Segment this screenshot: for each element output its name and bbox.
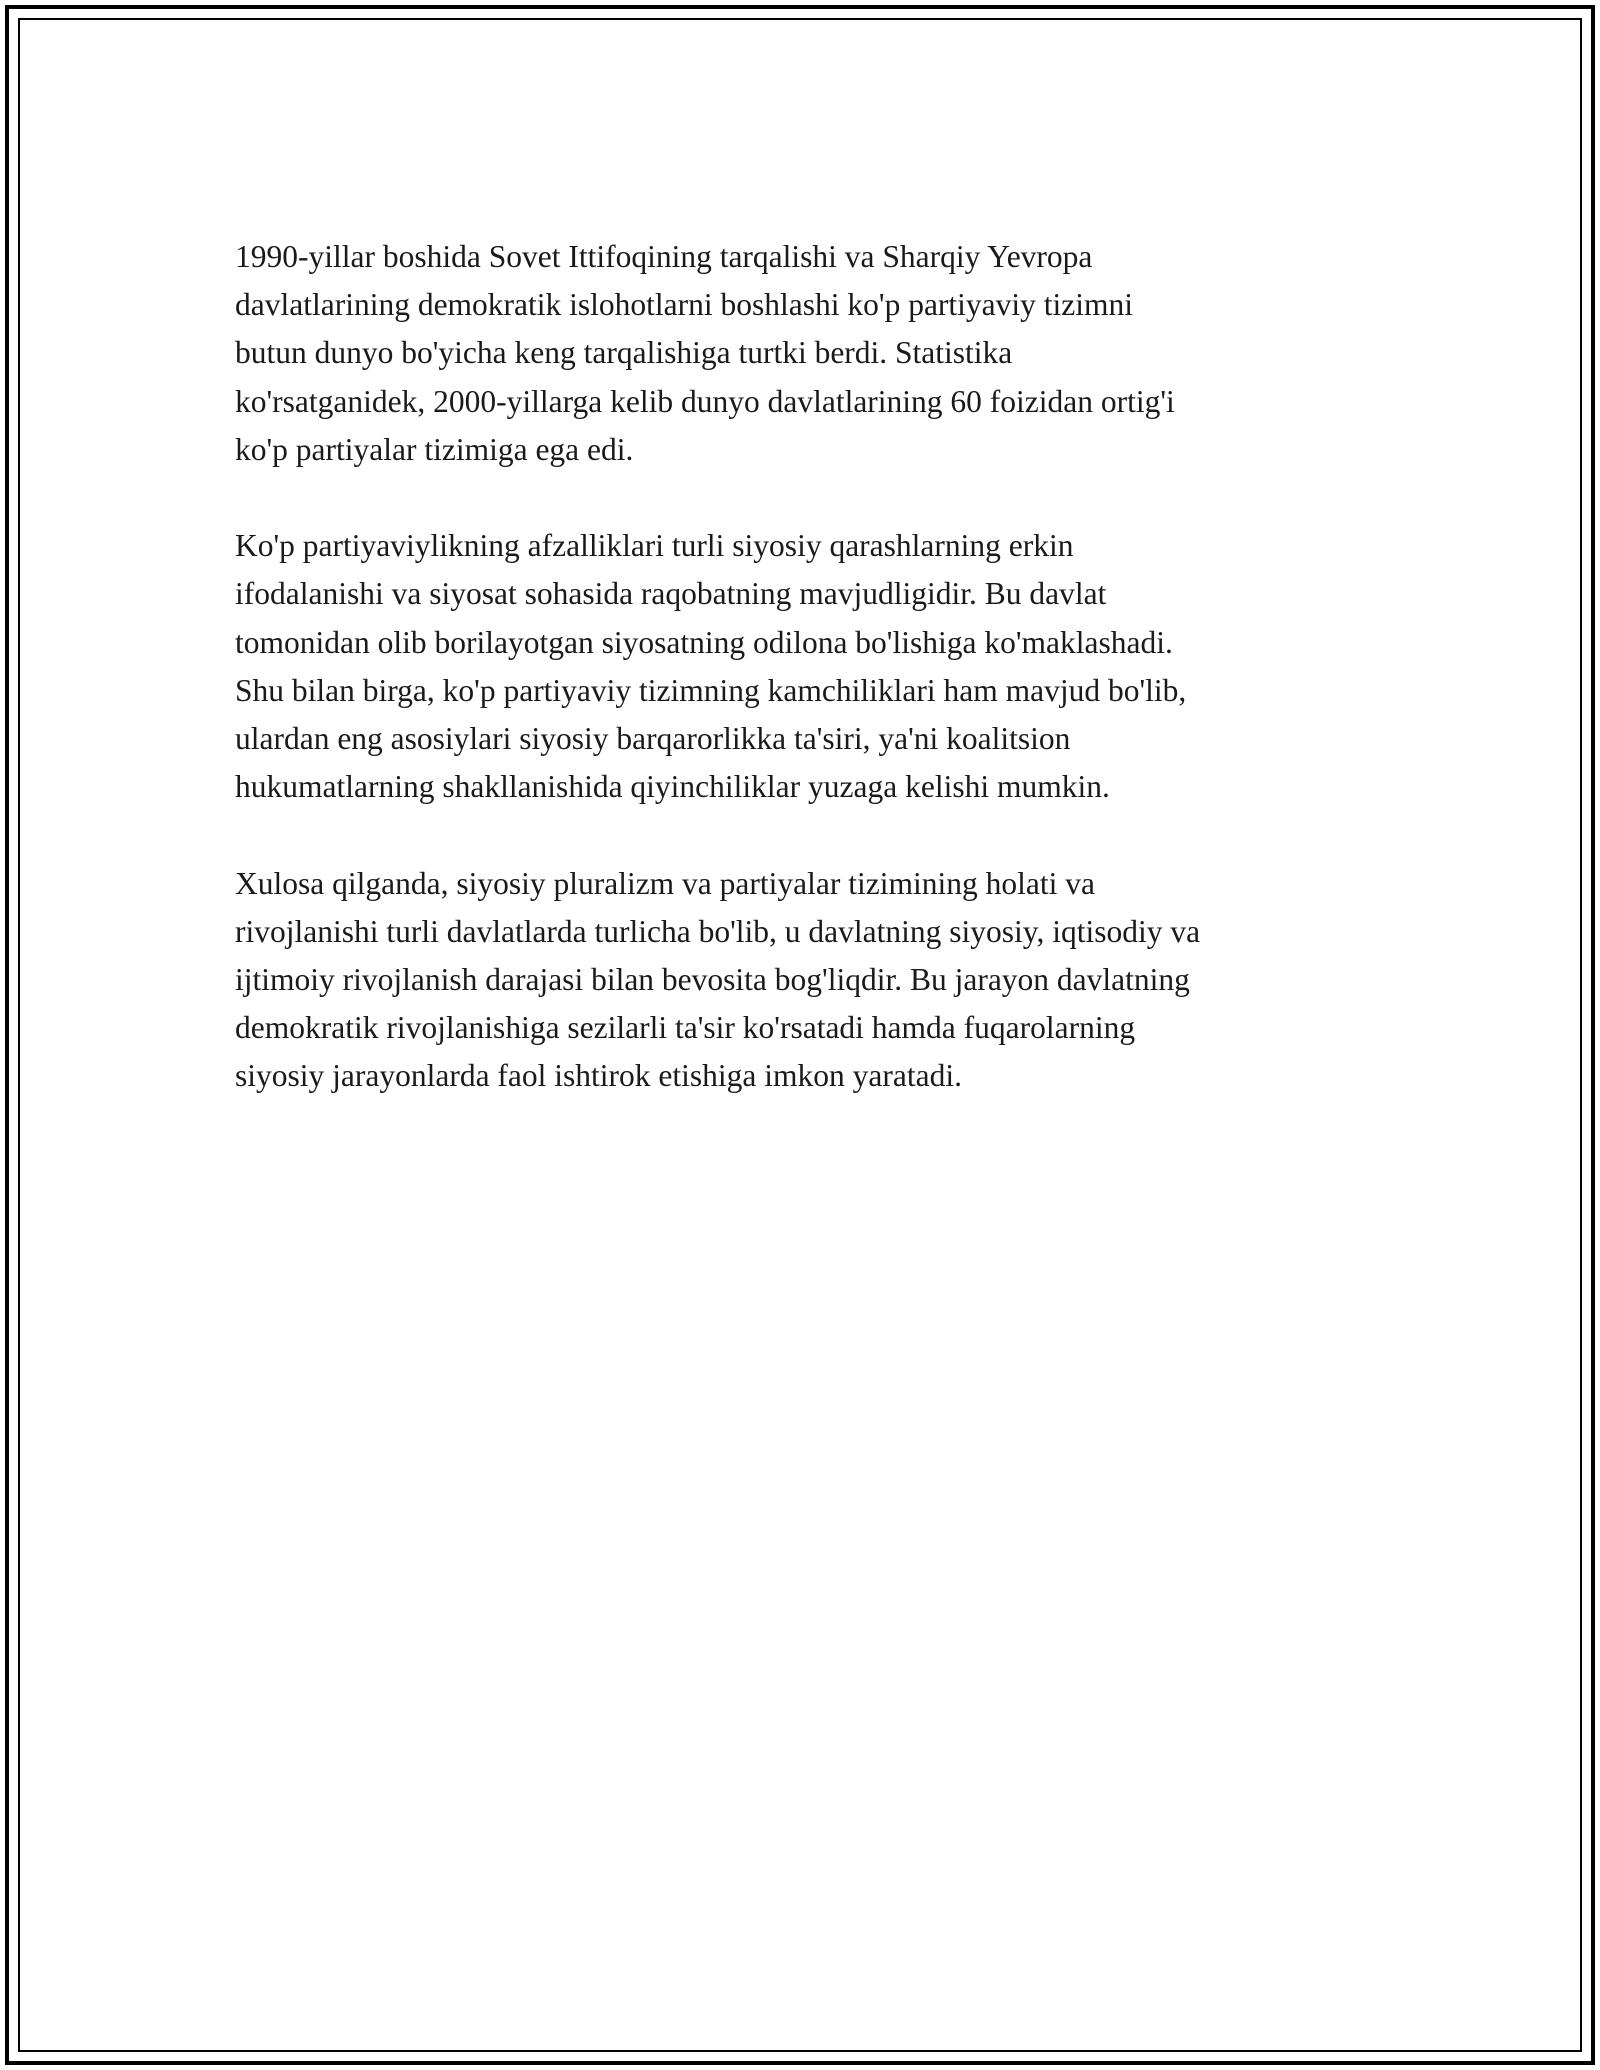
text-line: ijtimoiy rivojlanish darajasi bilan bevosita bog'liqdir. Bu jarayon davlatning [235,962,1190,998]
document-body [235,233,1385,1149]
text-line: tomonidan olib borilayotgan siyosatning odilona bo'lishiga ko'maklashadi. [235,624,1173,660]
text-line: ifodalanishi va siyosat sohasida raqobatning mavjudligidir. Bu davlat [235,576,1107,612]
paragraph-3 [235,860,1385,1101]
text-line: rivojlanishi turli davlatlarda turlicha bo'lib, u davlatning siyosiy, iqtisodiy va [235,913,1201,949]
text-line: Xulosa qilganda, siyosiy pluralizm va partiyalar tizimining holati va [235,865,1095,901]
text-line: siyosiy jarayonlarda faol ishtirok etishiga imkon yaratadi. [235,1058,962,1094]
paragraph-1 [235,233,1385,474]
text-line: Shu bilan birga, ko'p partiyaviy tizimning kamchiliklari ham mavjud bo'lib, [235,672,1187,708]
text-line: hukumatlarning shakllanishida qiyinchiliklar yuzaga kelishi mumkin. [235,769,1110,805]
paragraph-2 [235,522,1385,811]
text-line: ulardan eng asosiylari siyosiy barqarorlikka ta'siri, ya'ni koalitsion [235,721,1071,757]
text-line: davlatlarining demokratik islohotlarni boshlashi ko'p partiyaviy tizimni [235,287,1134,323]
text-line: Ko'p partiyaviylikning afzalliklari turli siyosiy qarashlarning erkin [235,528,1074,564]
text-line: ko'p partiyalar tizimiga ega edi. [235,431,634,467]
text-line: 1990-yillar boshida Sovet Ittifoqining tarqalishi va Sharqiy Yevropa [235,239,1093,274]
text-line: ko'rsatganidek, 2000-yillarga kelib dunyo davlatlarining 60 foizidan ortig'i [235,383,1175,419]
text-line: butun dunyo bo'yicha keng tarqalishiga turtki berdi. Statistika [235,335,1013,371]
text-line: demokratik rivojlanishiga sezilarli ta'sir ko'rsatadi hamda fuqarolarning [235,1010,1136,1046]
